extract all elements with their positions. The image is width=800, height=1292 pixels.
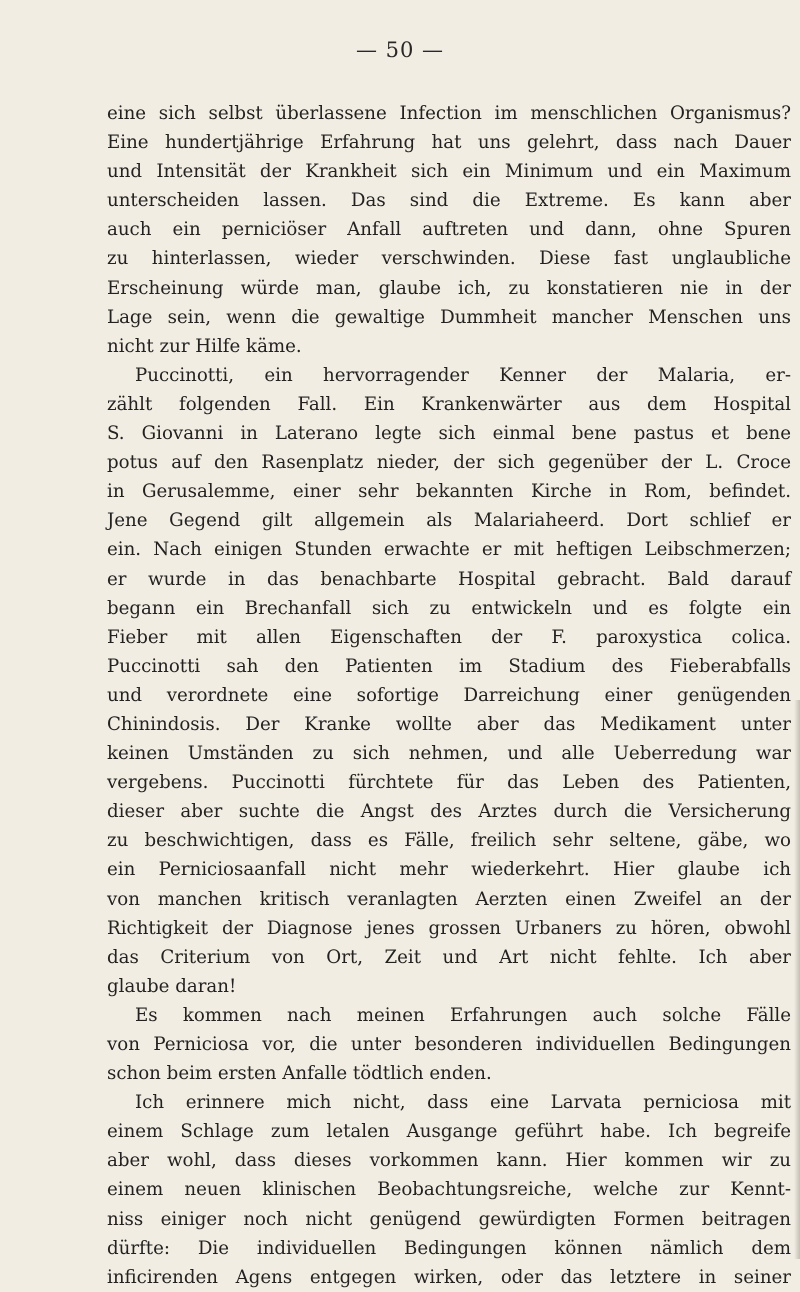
text-line: Fieber mit allen Eigenschaften der F. paroxystica colica. — [107, 626, 791, 648]
body-text — [107, 99, 791, 1292]
text-line: ein Perniciosaanfall nicht mehr wiederkehrt. Hier glaube ich — [107, 859, 791, 881]
text-line: Erscheinung würde man, glaube ich, zu konstatieren nie in der — [107, 277, 791, 299]
text-line: vergebens. Puccinotti fürchtete für das Leben des Patienten, — [107, 772, 791, 794]
text-line: Puccinotti sah den Patienten im Stadium des Fieberabfalls — [107, 655, 791, 677]
text-line: Jene Gegend gilt allgemein als Malariaheerd. Dort schlief er — [107, 510, 791, 532]
text-line: glaube daran! — [107, 975, 237, 997]
text-line: in Gerusalemme, einer sehr bekannten Kirche in Rom, befindet. — [107, 481, 791, 503]
text-line: potus auf den Rasenplatz nieder, der sich gegenüber der L. Croce — [107, 452, 791, 474]
text-line: niss einiger noch nicht genügend gewürdigten Formen beitragen — [107, 1208, 791, 1230]
text-line: Lage sein, wenn die gewaltige Dummheit mancher Menschen uns — [107, 306, 791, 328]
text-line: Eine hundertjährige Erfahrung hat uns gelehrt, dass nach Dauer — [107, 132, 791, 154]
text-line: zu beschwichtigen, dass es Fälle, freilich sehr seltene, gäbe, wo — [107, 830, 791, 852]
page-number: — 50 — — [355, 38, 445, 62]
text-line: einem Schlage zum letalen Ausgange geführt habe. Ich begreife — [107, 1121, 791, 1143]
text-line: zu hinterlassen, wieder verschwinden. Diese fast unglaubliche — [107, 248, 791, 270]
text-line: S. Giovanni in Laterano legte sich einmal bene pastus et bene — [107, 423, 791, 445]
text-line: ein. Nach einigen Stunden erwachte er mit heftigen Leibschmerzen; — [107, 539, 791, 561]
text-line: eine sich selbst überlassene Infection im menschlichen Organismus? — [107, 103, 791, 124]
text-line: dürfte: Die individuellen Bedingungen können nämlich dem — [107, 1237, 791, 1259]
text-line: dieser aber suchte die Angst des Arztes durch die Versicherung — [107, 801, 791, 823]
text-line: auch ein perniciöser Anfall auftreten und dann, ohne Spuren — [107, 219, 791, 241]
text-line: Puccinotti, ein hervorragender Kenner der Malaria, er- — [135, 364, 791, 386]
text-line: inficirenden Agens entgegen wirken, oder das letztere in seiner — [107, 1266, 791, 1288]
text-line: einem neuen klinischen Beobachtungsreiche, welche zur Kennt- — [107, 1179, 791, 1201]
text-line: Richtigkeit der Diagnose jenes grossen Urbaners zu hören, obwohl — [107, 917, 791, 939]
text-line: Chinindosis. Der Kranke wollte aber das Medikament unter — [107, 713, 791, 735]
text-line: unterscheiden lassen. Das sind die Extreme. Es kann aber — [107, 190, 791, 212]
text-line: keinen Umständen zu sich nehmen, und alle Ueberredung war — [107, 743, 791, 765]
text-line: nicht zur Hilfe käme. — [107, 335, 302, 357]
text-line: Ich erinnere mich nicht, dass eine Larvata perniciosa mit — [135, 1092, 791, 1114]
page-edge-shadow — [794, 700, 800, 1259]
text-line: das Criterium von Ort, Zeit und Art nicht fehlte. Ich aber — [107, 946, 791, 968]
text-line: von Perniciosa vor, die unter besonderen individuellen Bedingungen — [107, 1034, 791, 1055]
text-line: schon beim ersten Anfalle tödtlich enden. — [107, 1063, 492, 1085]
text-line: er wurde in das benachbarte Hospital gebracht. Bald darauf — [107, 568, 791, 590]
text-line: und Intensität der Krankheit sich ein Minimum und ein Maximum — [107, 161, 791, 183]
text-line: Es kommen nach meinen Erfahrungen auch solche Fälle — [135, 1004, 791, 1026]
text-line: aber wohl, dass dieses vorkommen kann. Hier kommen wir zu — [107, 1150, 791, 1172]
text-line: begann ein Brechanfall sich zu entwickeln und es folgte ein — [107, 597, 791, 619]
text-line: zählt folgenden Fall. Ein Krankenwärter aus dem Hospital — [107, 393, 791, 415]
text-line: von manchen kritisch veranlagten Aerzten einen Zweifel an der — [107, 888, 791, 910]
text-line: und verordnete eine sofortige Darreichung einer genügenden — [107, 684, 791, 706]
